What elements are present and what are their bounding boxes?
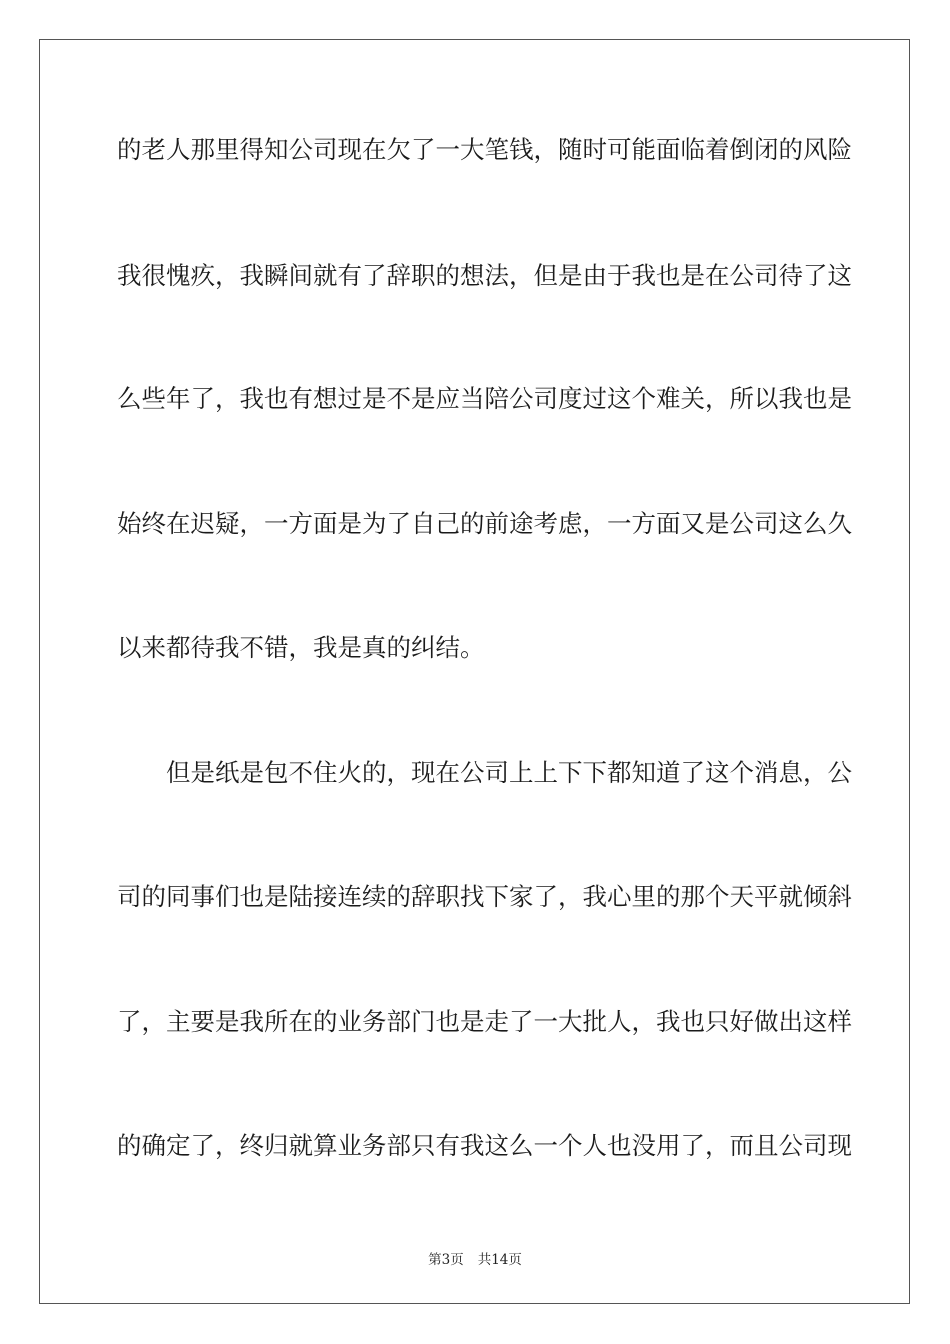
- paragraph-line: 但是纸是包不住火的，现在公司上上下下都知道了这个消息，公: [166, 758, 852, 787]
- page-total: 共14页: [477, 1252, 522, 1268]
- paragraph-line: 以来都待我不错，我是真的纠结。: [117, 633, 485, 662]
- paragraph-line: 的老人那里得知公司现在欠了一大笔钱，随时可能面临着倒闭的风险: [117, 135, 852, 164]
- page-footer: [0, 1248, 950, 1268]
- page-frame: [39, 39, 910, 1304]
- paragraph-line: 司的同事们也是陆接连续的辞职找下家了，我心里的那个天平就倾斜: [117, 882, 852, 911]
- page-number: 第3页: [428, 1252, 464, 1268]
- paragraph-line: 了，主要是我所在的业务部门也是走了一大批人，我也只好做出这样: [117, 1007, 852, 1036]
- paragraph-line: 始终在迟疑，一方面是为了自己的前途考虑，一方面又是公司这么久: [117, 509, 852, 538]
- paragraph-line: 的确定了，终归就算业务部只有我这么一个人也没用了，而且公司现: [117, 1131, 852, 1160]
- paragraph-line: 我很愧疚，我瞬间就有了辞职的想法，但是由于我也是在公司待了这: [117, 261, 852, 290]
- paragraph-line: 么些年了，我也有想过是不是应当陪公司度过这个难关，所以我也是: [117, 384, 852, 413]
